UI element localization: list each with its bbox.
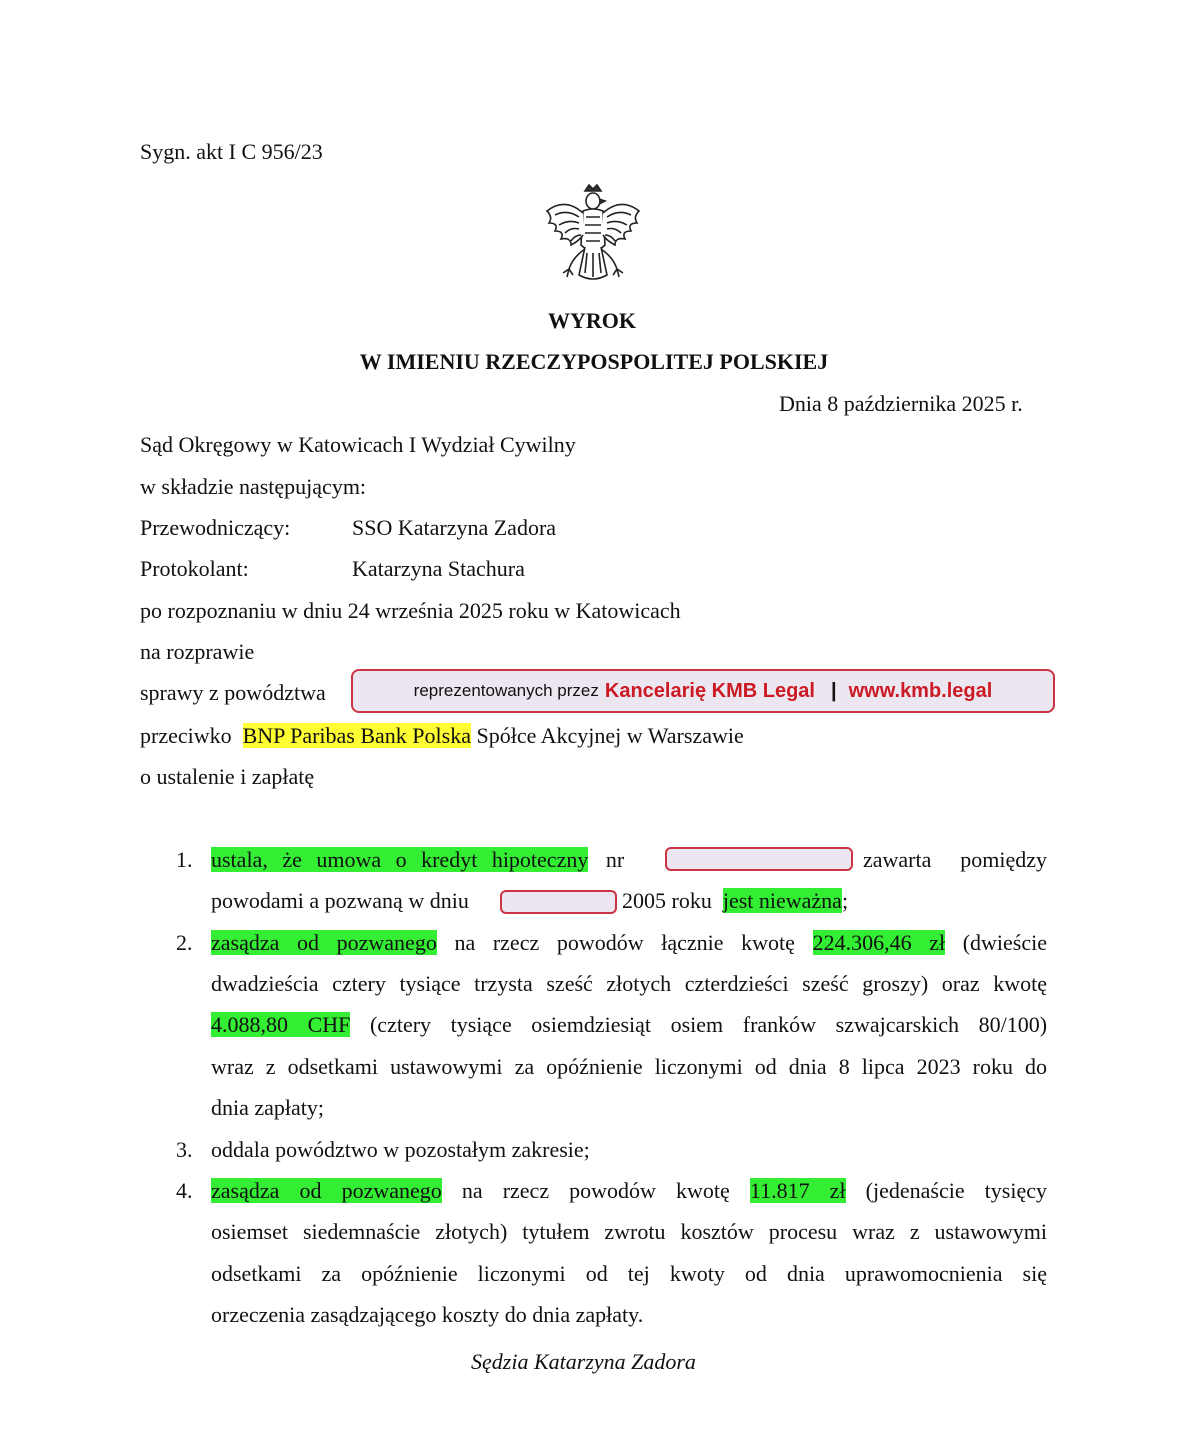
claim-prefix: sprawy z powództwa [140, 680, 326, 705]
against-prefix: przeciwko [140, 723, 232, 748]
item-4-amount: 11.817 zł [749, 1178, 846, 1203]
case-subject: o ustalenie i zapłatę [140, 764, 315, 789]
item-3-line-1: oddala powództwo w pozostałym zakresie; [211, 1137, 590, 1162]
redacted-contract-number [665, 847, 853, 871]
item-1-line-2: powodami a pozwaną w dniu [211, 888, 469, 913]
item-4-number: 4. [176, 1178, 193, 1203]
item-1-invalid-highlight: jest nieważna [722, 888, 842, 913]
chair-name: SSO Katarzyna Zadora [352, 515, 557, 540]
item-1-highlight: ustala, że umowa o kredyt hipoteczny [211, 847, 589, 872]
banner-url-link[interactable]: www.kmb.legal [848, 679, 993, 702]
item-4-highlight-order: zasądza od pozwanego [211, 1178, 442, 1203]
polish-eagle-emblem-icon [541, 183, 645, 299]
item-1-number: 1. [176, 847, 193, 872]
item-2-amount-chf: 4.088,80 CHF [211, 1012, 351, 1037]
item-2-line-2: dwadzieścia cztery tysiące trzysta sześć złotych czterdzieści sześć groszy) oraz kwotę [211, 971, 1047, 996]
item-2-amount-pln: 224.306,46 zł [812, 930, 946, 955]
hearing-type: na rozprawie [140, 639, 255, 664]
item-2-number: 2. [176, 930, 193, 955]
redacted-contract-date [500, 890, 617, 914]
banner-separator: | [830, 679, 837, 702]
composition-line: w składzie następującym: [140, 474, 367, 499]
court-name: Sąd Okręgowy w Katowicach I Wydział Cywilny [140, 432, 576, 457]
judgment-title: WYROK [548, 308, 636, 333]
judgment-date: Dnia 8 października 2025 r. [779, 391, 1023, 416]
item-2-line-3: 4.088,80 CHF (cztery tysiące osiemdziesiąt osiem franków szwajcarskich 80/100) [211, 1012, 1048, 1037]
item-4-line-3: odsetkami za opóźnienie liczonymi od tej kwoty od dnia uprawomocnienia się [211, 1261, 1047, 1286]
defendant-name: BNP Paribas Bank Polska [242, 723, 471, 748]
defendant-suffix: Spółce Akcyjnej w Warszawie [476, 723, 744, 748]
item-2-line-4: wraz z odsetkami ustawowymi za opóźnienie liczonymi od dnia 8 lipca 2023 roku do [211, 1054, 1047, 1079]
case-reference: Sygn. akt I C 956/23 [140, 139, 323, 164]
item-2-line-5: dnia zapłaty; [211, 1095, 325, 1120]
hearing-line: po rozpoznaniu w dniu 24 września 2025 roku w Katowicach [140, 598, 681, 623]
item-4-line-2: osiemset siedemnaście złotych) tytułem zwrotu kosztów procesu wraz z ustawowymi [211, 1219, 1047, 1244]
law-firm-banner [351, 669, 1055, 713]
chair-label: Przewodniczący: [140, 515, 291, 540]
banner-firm-name: Kancelarię KMB Legal [604, 679, 815, 702]
judgment-subtitle: W IMIENIU RZECZYPOSPOLITEJ POLSKIEJ [359, 349, 829, 374]
clerk-label: Protokolant: [140, 556, 249, 581]
clerk-name: Katarzyna Stachura [352, 556, 525, 581]
item-1-line-1: ustala, że umowa o kredyt hipoteczny nr [211, 847, 625, 872]
item-3-number: 3. [176, 1137, 193, 1162]
item-4-line-1: zasądza od pozwanego na rzecz powodów kwotę 11.817 zł (jedenaście tysięcy [211, 1178, 1047, 1203]
item-4-line-4: orzeczenia zasądzającego koszty do dnia zapłaty. [211, 1302, 644, 1327]
item-2-highlight-order: zasądza od pozwanego [211, 930, 437, 955]
item-1-line-2-end: 2005 roku jest nieważna; [622, 888, 849, 913]
item-2-line-1: zasądza od pozwanego na rzecz powodów łącznie kwotę 224.306,46 zł (dwieście [211, 930, 1047, 955]
banner-text: reprezentowanych przez [413, 681, 599, 700]
judge-signature: Sędzia Katarzyna Zadora [471, 1349, 696, 1374]
item-1-line-1-end: zawarta pomiędzy [863, 847, 1047, 872]
against-line [140, 722, 744, 750]
